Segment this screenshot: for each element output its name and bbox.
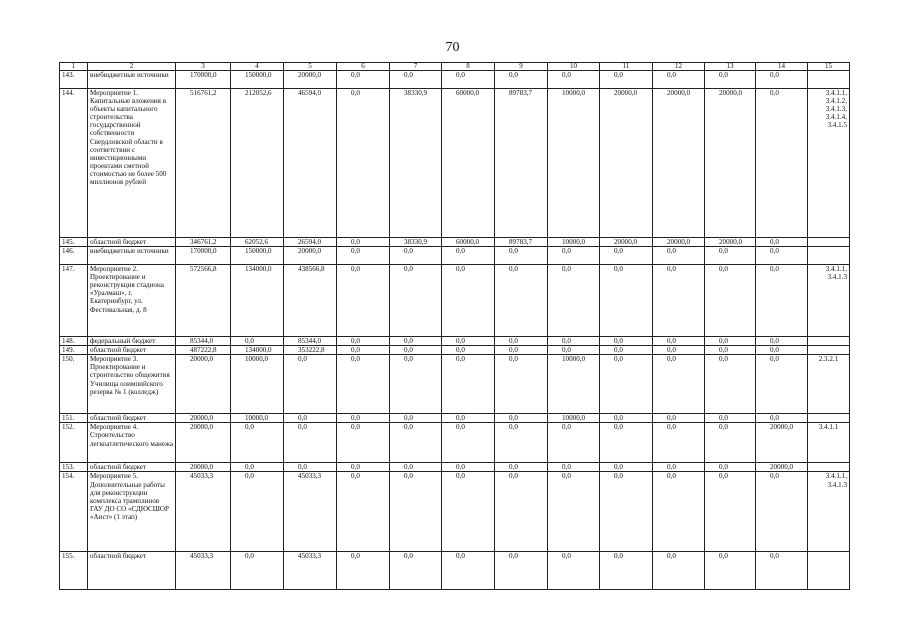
amount-cell: 0,0 [442,247,495,265]
amount-cell: 20000,0 [653,238,705,247]
amount-cell: 0,0 [600,423,653,463]
amount-cell: 0,0 [337,472,390,552]
column-number: 12 [653,63,705,71]
column-number: 9 [495,63,548,71]
amount-cell: 0,0 [495,423,548,463]
amount-cell: 0,0 [548,247,600,265]
amount-cell: 0,0 [653,414,705,423]
amount-cell: 0,0 [390,423,442,463]
amount-cell: 0,0 [600,71,653,89]
amount-cell: 0,0 [442,71,495,89]
amount-cell: 0,0 [390,71,442,89]
column-number: 5 [284,63,337,71]
amount-cell: 0,0 [337,71,390,89]
target-indicator-cell [808,238,850,247]
row-name: Мероприятие 4. Строительство легкоатлетического манежа [88,423,176,463]
amount-cell: 10000,0 [548,355,600,414]
row-number: 149. [60,346,88,355]
row-name: Мероприятие 5. Дополнительные работы для реконструкции комплекса трамплинов ГАУ ДО СО «СДЮСШОР «Аист» (1 этап) [88,472,176,552]
amount-cell: 0,0 [231,463,284,472]
amount-cell: 0,0 [495,265,548,337]
amount-cell: 0,0 [284,355,337,414]
amount-cell: 45033,3 [176,472,231,552]
column-number: 10 [548,63,600,71]
amount-cell: 0,0 [600,337,653,346]
target-indicator-cell: 3.4.1.1, 3.4.1.2, 3.4.1.3, 3.4.1.4, 3.4.1.5 [808,89,850,238]
amount-cell: 0,0 [442,337,495,346]
amount-cell: 0,0 [756,89,808,238]
amount-cell: 0,0 [653,71,705,89]
amount-cell: 0,0 [548,552,600,590]
amount-cell: 0,0 [600,265,653,337]
row-number: 155. [60,552,88,590]
table-row [60,472,850,552]
amount-cell: 0,0 [442,414,495,423]
target-indicator-cell [808,247,850,265]
row-number: 154. [60,472,88,552]
column-number: 14 [756,63,808,71]
amount-cell: 0,0 [548,71,600,89]
amount-cell: 20000,0 [705,89,756,238]
row-name: внебюджетные источники [88,71,176,89]
amount-cell: 0,0 [390,414,442,423]
amount-cell: 0,0 [337,346,390,355]
amount-cell: 0,0 [337,552,390,590]
amount-cell: 0,0 [231,337,284,346]
amount-cell: 0,0 [705,71,756,89]
amount-cell: 0,0 [756,265,808,337]
amount-cell: 0,0 [756,337,808,346]
amount-cell: 170000,0 [176,247,231,265]
amount-cell: 0,0 [495,247,548,265]
amount-cell: 0,0 [653,337,705,346]
target-indicator-cell [808,337,850,346]
amount-cell: 0,0 [284,423,337,463]
table-row [60,414,850,423]
amount-cell: 0,0 [600,247,653,265]
amount-cell: 0,0 [756,414,808,423]
table-row [60,89,850,238]
row-number: 143. [60,71,88,89]
amount-cell: 20000,0 [284,71,337,89]
amount-cell: 20000,0 [600,238,653,247]
amount-cell: 0,0 [495,472,548,552]
amount-cell: 0,0 [337,247,390,265]
amount-cell: 0,0 [442,355,495,414]
amount-cell: 89783,7 [495,89,548,238]
table-row [60,247,850,265]
amount-cell: 0,0 [756,552,808,590]
amount-cell: 0,0 [495,337,548,346]
amount-cell: 0,0 [653,423,705,463]
amount-cell: 20000,0 [176,414,231,423]
amount-cell: 0,0 [705,247,756,265]
amount-cell: 45033,3 [176,552,231,590]
amount-cell: 20000,0 [756,423,808,463]
target-indicator-cell: 3.4.1.1, 3.4.1.3 [808,472,850,552]
amount-cell: 46594,0 [284,89,337,238]
target-indicator-cell [808,552,850,590]
amount-cell: 0,0 [705,423,756,463]
amount-cell: 60000,0 [442,89,495,238]
amount-cell: 85344,0 [284,337,337,346]
table-row [60,463,850,472]
row-number: 153. [60,463,88,472]
column-number-row [60,63,850,71]
amount-cell: 0,0 [337,337,390,346]
amount-cell: 0,0 [337,265,390,337]
amount-cell: 0,0 [390,355,442,414]
amount-cell: 0,0 [653,346,705,355]
amount-cell: 0,0 [548,337,600,346]
page-number: 70 [445,40,460,55]
amount-cell: 0,0 [705,265,756,337]
row-name: областной бюджет [88,552,176,590]
table-row [60,552,850,590]
column-number: 4 [231,63,284,71]
target-indicator-cell [808,346,850,355]
row-name: Мероприятие 3. Проектирование и строительство общежития Училища олимпийского резерва № 1 (колледж) [88,355,176,414]
amount-cell: 0,0 [495,346,548,355]
column-number: 2 [88,63,176,71]
row-number: 148. [60,337,88,346]
row-number: 145. [60,238,88,247]
row-number: 152. [60,423,88,463]
amount-cell: 0,0 [495,414,548,423]
amount-cell: 0,0 [442,423,495,463]
amount-cell: 10000,0 [231,414,284,423]
amount-cell: 0,0 [548,265,600,337]
amount-cell: 0,0 [705,414,756,423]
amount-cell: 0,0 [705,472,756,552]
target-indicator-cell [808,71,850,89]
amount-cell: 10000,0 [548,414,600,423]
amount-cell: 0,0 [600,463,653,472]
amount-cell: 89783,7 [495,238,548,247]
amount-cell: 0,0 [756,472,808,552]
amount-cell: 0,0 [442,463,495,472]
row-name: областной бюджет [88,238,176,247]
amount-cell: 0,0 [548,472,600,552]
amount-cell: 0,0 [705,552,756,590]
amount-cell: 0,0 [653,472,705,552]
amount-cell: 26594,0 [284,238,337,247]
row-number: 146. [60,247,88,265]
amount-cell: 20000,0 [284,247,337,265]
amount-cell: 572566,8 [176,265,231,337]
amount-cell: 0,0 [600,552,653,590]
row-name: областной бюджет [88,463,176,472]
amount-cell: 0,0 [653,463,705,472]
amount-cell: 0,0 [390,337,442,346]
amount-cell: 0,0 [495,355,548,414]
amount-cell: 20000,0 [705,238,756,247]
amount-cell: 0,0 [337,89,390,238]
row-name: внебюджетные источники [88,247,176,265]
amount-cell: 0,0 [337,423,390,463]
row-number: 151. [60,414,88,423]
amount-cell: 0,0 [756,247,808,265]
amount-cell: 0,0 [705,346,756,355]
target-indicator-cell [808,463,850,472]
amount-cell: 20000,0 [176,355,231,414]
amount-cell: 0,0 [390,247,442,265]
amount-cell: 0,0 [653,552,705,590]
amount-cell: 487222,8 [176,346,231,355]
amount-cell: 134000,0 [231,346,284,355]
target-indicator-cell [808,414,850,423]
amount-cell: 0,0 [337,463,390,472]
amount-cell: 0,0 [495,463,548,472]
target-indicator-cell: 3.4.1.1 [808,423,850,463]
column-number: 13 [705,63,756,71]
amount-cell: 0,0 [705,463,756,472]
amount-cell: 0,0 [756,346,808,355]
amount-cell: 0,0 [231,552,284,590]
amount-cell: 60000,0 [442,238,495,247]
amount-cell: 0,0 [337,355,390,414]
amount-cell: 0,0 [600,472,653,552]
row-number: 144. [60,89,88,238]
column-number: 7 [390,63,442,71]
table-row [60,346,850,355]
amount-cell: 150000,0 [231,247,284,265]
amount-cell: 0,0 [548,423,600,463]
amount-cell: 38330,9 [390,238,442,247]
amount-cell: 0,0 [548,346,600,355]
amount-cell: 0,0 [495,71,548,89]
amount-cell: 0,0 [337,238,390,247]
amount-cell: 0,0 [390,463,442,472]
amount-cell: 353222,8 [284,346,337,355]
column-number: 3 [176,63,231,71]
row-name: областной бюджет [88,346,176,355]
column-number: 15 [808,63,850,71]
column-number: 6 [337,63,390,71]
amount-cell: 20000,0 [600,89,653,238]
amount-cell: 0,0 [442,265,495,337]
amount-cell: 10000,0 [231,355,284,414]
column-number: 11 [600,63,653,71]
target-indicator-cell: 3.4.1.1, 3.4.1.3 [808,265,850,337]
amount-cell: 0,0 [600,346,653,355]
row-name: областной бюджет [88,414,176,423]
amount-cell: 10000,0 [548,89,600,238]
amount-cell: 0,0 [442,472,495,552]
amount-cell: 0,0 [390,552,442,590]
amount-cell: 20000,0 [756,463,808,472]
amount-cell: 0,0 [495,552,548,590]
amount-cell: 516761,2 [176,89,231,238]
amount-cell: 0,0 [284,463,337,472]
amount-cell: 0,0 [284,414,337,423]
amount-cell: 0,0 [653,355,705,414]
column-number: 8 [442,63,495,71]
row-name: федеральный бюджет [88,337,176,346]
table-row [60,265,850,337]
amount-cell: 0,0 [600,414,653,423]
table-row [60,238,850,247]
row-name: Мероприятие 2. Проектирование и реконструкция стадиона «Уралмаш», г. Екатеринбург, ул. Фестивальная, д. 8 [88,265,176,337]
amount-cell: 45033,3 [284,472,337,552]
row-number: 147. [60,265,88,337]
amount-cell: 0,0 [653,265,705,337]
amount-cell: 438566,8 [284,265,337,337]
amount-cell: 0,0 [600,355,653,414]
amount-cell: 0,0 [442,552,495,590]
column-number: 1 [60,63,88,71]
amount-cell: 10000,0 [548,238,600,247]
amount-cell: 150000,0 [231,71,284,89]
row-name: Мероприятие 1. Капитальные вложения в объекты капитального строительства государственной собственности Свердловской области в соответствии с инвестиционными проектами сметной стоимостью не более 500 миллионов рублей [88,89,176,238]
amount-cell: 0,0 [705,337,756,346]
amount-cell: 0,0 [653,247,705,265]
table-row [60,355,850,414]
amount-cell: 0,0 [756,238,808,247]
amount-cell: 0,0 [442,346,495,355]
amount-cell: 0,0 [548,463,600,472]
amount-cell: 85344,0 [176,337,231,346]
amount-cell: 212052,6 [231,89,284,238]
amount-cell: 170000,0 [176,71,231,89]
target-indicator-cell: 2.3.2.1 [808,355,850,414]
table-row [60,337,850,346]
amount-cell: 20000,0 [176,463,231,472]
amount-cell: 0,0 [337,414,390,423]
amount-cell: 0,0 [231,472,284,552]
budget-table [59,62,850,590]
amount-cell: 20000,0 [653,89,705,238]
amount-cell: 0,0 [390,346,442,355]
amount-cell: 0,0 [390,472,442,552]
amount-cell: 0,0 [756,355,808,414]
table-row [60,71,850,89]
amount-cell: 0,0 [705,355,756,414]
amount-cell: 38330,9 [390,89,442,238]
amount-cell: 346761,2 [176,238,231,247]
amount-cell: 0,0 [390,265,442,337]
amount-cell: 20000,0 [176,423,231,463]
amount-cell: 45033,3 [284,552,337,590]
row-number: 150. [60,355,88,414]
amount-cell: 0,0 [231,423,284,463]
amount-cell: 134000,0 [231,265,284,337]
amount-cell: 0,0 [756,71,808,89]
amount-cell: 62052,6 [231,238,284,247]
table-row [60,423,850,463]
